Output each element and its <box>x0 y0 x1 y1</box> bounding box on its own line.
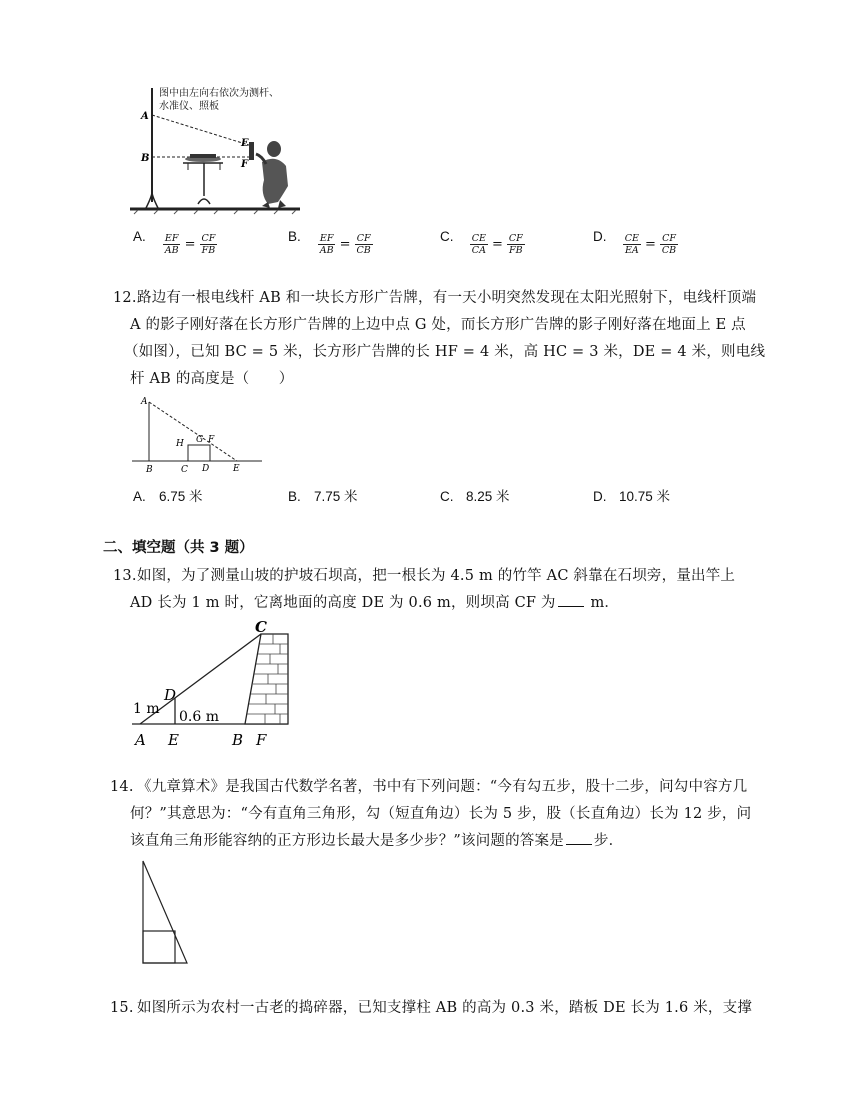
q13-label-1m: 1 m <box>133 701 160 717</box>
frac-den: EA <box>624 245 639 256</box>
frac-num: CF <box>356 233 371 244</box>
q12-option-c-label: C. <box>440 489 454 504</box>
q12-option-b[interactable] <box>288 485 358 505</box>
q11-option-d-formula: $\frac{CE}{EA}$ = $\frac{CF}{CB}$ <box>624 233 677 256</box>
q14-line-3 <box>130 828 623 855</box>
q14-number: 14. <box>110 779 134 795</box>
q11-option-b[interactable] <box>288 229 373 256</box>
q12-label-g: G <box>196 435 204 445</box>
q13-number: 13. <box>113 568 137 584</box>
q14-line-3-unit: 步． <box>593 833 624 849</box>
q13-line-2-text: AD 长为 1 m 时，它离地面的高度 DE 为 0.6 m，则坝高 CF 为 <box>130 595 556 611</box>
q12-option-b-label: B. <box>288 489 301 504</box>
q15-line-1: 如图所示为农村一古老的捣碎器，已知支撑柱 AB 的高为 0.3 米，踏板 DE 长为 1.6 米，支撑 <box>137 1000 753 1016</box>
q12-option-a-text: 6.75 米 <box>159 489 203 504</box>
q13-line-2 <box>130 590 619 617</box>
q11-option-a[interactable] <box>133 229 217 256</box>
q12-option-d[interactable] <box>593 485 670 505</box>
frac-num: CE <box>471 233 486 244</box>
q12-option-d-text: 10.75 米 <box>619 489 671 504</box>
q11-option-c-label: C. <box>440 229 454 244</box>
frac-den: CA <box>471 245 486 256</box>
q13-label-e: E <box>168 731 179 749</box>
q11-label-e: E <box>241 138 249 149</box>
q12-line-4: 杆 AB 的高度是（ ） <box>130 371 294 387</box>
q11-label-a: A <box>141 111 149 122</box>
q12-label-c: C <box>181 465 188 474</box>
frac-num: EF <box>319 233 334 244</box>
frac-num: CF <box>662 233 676 244</box>
q12-label-b: B <box>146 465 153 474</box>
frac-den: FB <box>201 245 216 256</box>
q11-option-a-label: A. <box>133 229 146 244</box>
q12-label-e: E <box>233 464 240 474</box>
section-title-fill-blank: 二、填空题（共 3 题） <box>103 540 254 556</box>
q13-line-2-unit: m． <box>585 595 620 611</box>
q11-label-f: F <box>241 159 249 170</box>
q11-label-b: B <box>141 153 150 164</box>
q13-label-c: C <box>255 618 267 636</box>
q13-label-b: B <box>232 731 244 749</box>
frac-num: EF <box>164 233 179 244</box>
q11-figure-note: 图中由左向右依次为测杆、 水准仪、照板 <box>159 88 279 112</box>
frac-den: AB <box>164 245 179 256</box>
q13-label-f: F <box>256 731 267 749</box>
q15-number: 15. <box>110 1000 134 1016</box>
q14-answer-blank[interactable] <box>566 830 592 845</box>
frac-den: FB <box>509 245 523 256</box>
q12-line-1: 路边有一根电线杆 AB 和一块长方形广告牌，有一天小明突然发现在太阳光照射下，电线杆顶端 <box>137 290 757 306</box>
q12-option-a-label: A. <box>133 489 146 504</box>
q11-option-b-formula: $\frac{EF}{AB}$ = $\frac{CF}{CB}$ <box>319 233 371 256</box>
frac-num: CF <box>508 233 523 244</box>
frac-num: CF <box>201 233 216 244</box>
q11-option-c-formula: $\frac{CE}{CA}$ = $\frac{CF}{FB}$ <box>471 233 523 256</box>
frac-den: CB <box>661 245 677 256</box>
q11-option-c[interactable] <box>440 229 525 256</box>
q11-option-d-label: D. <box>593 229 607 244</box>
q12-option-c-text: 8.25 米 <box>466 489 510 504</box>
q14-figure <box>140 858 192 968</box>
q13-label-a: A <box>135 731 146 749</box>
q12-figure <box>128 392 268 474</box>
q12-option-c[interactable] <box>440 485 510 505</box>
q11-option-a-formula: $\frac{EF}{AB}$ = $\frac{CF}{FB}$ <box>164 233 216 256</box>
q12-line-3: （如图），已知 BC = 5 米，长方形广告牌的长 HF = 4 米，高 HC = 3 米，DE = 4 米，则电线 <box>124 344 766 360</box>
q11-option-d[interactable] <box>593 229 678 256</box>
q13-answer-blank[interactable] <box>558 592 584 607</box>
q13-line-1: 如图，为了测量山坡的护坡石坝高，把一根长为 4.5 m 的竹竿 AC 斜靠在石坝旁，量出竿上 <box>137 568 736 584</box>
q12-line-2: A 的影子刚好落在长方形广告牌的上边中点 G 处，而长方形广告牌的影子刚好落在地面上 E 点 <box>130 317 746 333</box>
frac-num: CE <box>624 233 639 244</box>
q14-line-2: 何？”其意思为：“今有直角三角形，勾（短直角边）长为 5 步，股（长直角边）长为 12 步，问 <box>130 806 752 822</box>
q13-label-d: D <box>164 686 177 704</box>
frac-den: AB <box>319 245 334 256</box>
q12-label-d: D <box>202 464 210 474</box>
frac-den: CB <box>356 245 371 256</box>
q12-option-b-text: 7.75 米 <box>314 489 358 504</box>
q13-label-0-6m: 0.6 m <box>179 709 219 725</box>
q12-label-f: F <box>208 435 215 445</box>
q14-line-3-text: 该直角三角形能容纳的正方形边长最大是多少步？”该问题的答案是 <box>130 833 564 849</box>
q12-number: 12. <box>113 290 137 306</box>
q12-option-d-label: D. <box>593 489 607 504</box>
q11-option-b-label: B. <box>288 229 301 244</box>
q12-label-h: H <box>176 439 184 449</box>
q12-option-a[interactable] <box>133 485 203 505</box>
q14-line-1: 《九章算术》是我国古代数学名著，书中有下列问题：“今有勾五步，股十二步，问勾中容方几 <box>137 779 748 795</box>
q12-label-a: A <box>141 397 148 407</box>
q13-figure <box>128 617 293 752</box>
